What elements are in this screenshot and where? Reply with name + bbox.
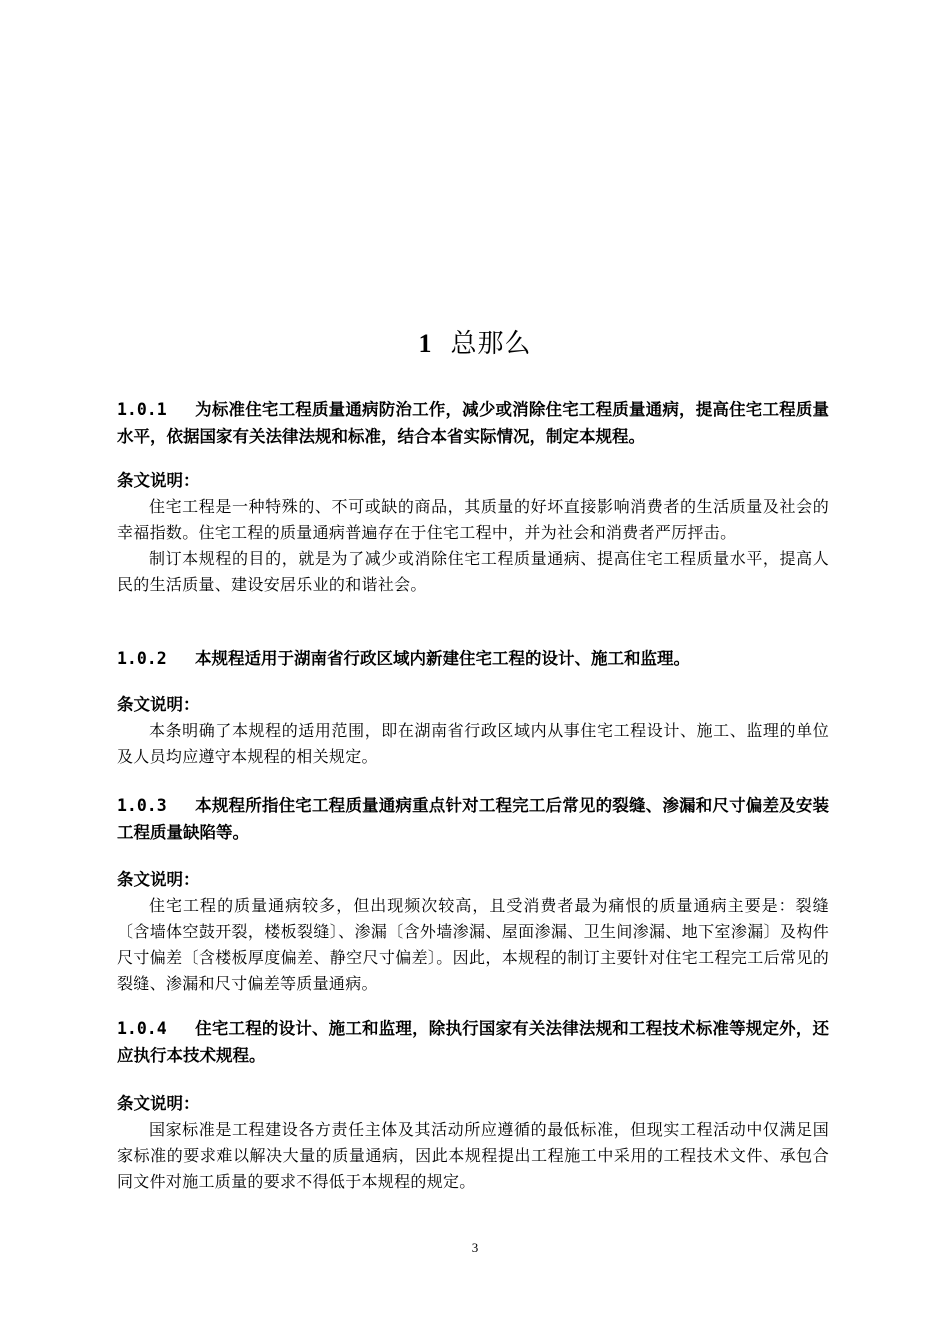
page-number: 3 [471, 1240, 479, 1255]
chapter-title [0, 327, 950, 361]
clause-body: 为标准住宅工程质量通病防治工作，减少或消除住宅工程质量通病，提高住宅工程质量水平，依据国家有关法律法规和标准，结合本省实际情况，制定本规程。 [117, 400, 829, 446]
note-paragraph: 本条明确了本规程的适用范围，即在湖南省行政区域内从事住宅工程设计、施工、监理的单位及人员均应遵守本规程的相关规定。 [117, 721, 829, 766]
clause-body: 本规程适用于湖南省行政区域内新建住宅工程的设计、施工和监理。 [195, 649, 690, 668]
clause-1-0-1 [117, 396, 829, 450]
clause-text [117, 792, 829, 846]
note-heading: 条文说明： [117, 1094, 200, 1113]
clause-note-1-0-2 [117, 692, 829, 770]
clause-number: 1.0.4 [117, 1019, 167, 1038]
clause-1-0-4 [117, 1015, 829, 1069]
clause-note-1-0-1 [117, 468, 829, 598]
note-paragraph: 住宅工程是一种特殊的、不可或缺的商品，其质量的好坏直接影响消费者的生活质量及社会的幸福指数。住宅工程的质量通病普遍存在于住宅工程中，并为社会和消费者严厉抨击。 [117, 497, 829, 542]
clause-number: 1.0.1 [117, 400, 167, 419]
note-paragraph: 国家标准是工程建设各方责任主体及其活动所应遵循的最低标准，但现实工程活动中仅满足国家标准的要求难以解决大量的质量通病，因此本规程提出工程施工中采用的工程技术文件、承包合同文件对施工质量的要求不得低于本规程的规定。 [117, 1120, 829, 1191]
clause-text [117, 1015, 829, 1069]
clause-1-0-2 [117, 645, 829, 672]
clause-body: 本规程所指住宅工程质量通病重点针对工程完工后常见的裂缝、渗漏和尺寸偏差及安装工程质量缺陷等。 [117, 796, 829, 842]
chapter-number: 1 [418, 329, 433, 358]
clause-text [117, 396, 829, 450]
clause-number: 1.0.2 [117, 649, 167, 668]
clause-note-1-0-4 [117, 1091, 829, 1195]
clause-note-1-0-3 [117, 867, 829, 997]
note-heading: 条文说明： [117, 471, 200, 490]
note-heading: 条文说明： [117, 695, 200, 714]
clause-1-0-3 [117, 792, 829, 846]
note-paragraph: 制订本规程的目的，就是为了减少或消除住宅工程质量通病、提高住宅工程质量水平，提高人民的生活质量、建设安居乐业的和谐社会。 [117, 549, 829, 594]
note-paragraph: 住宅工程的质量通病较多，但出现频次较高，且受消费者最为痛恨的质量通病主要是：裂缝〔含墙体空鼓开裂，楼板裂缝〕、渗漏〔含外墙渗漏、屋面渗漏、卫生间渗漏、地下室渗漏〕及构件尺寸偏差〔含楼板厚度偏差、静空尺寸偏差〕。因此，本规程的制订主要针对住宅工程完工后常见的裂缝、渗漏和尺寸偏差等质量通病。 [117, 896, 829, 993]
clause-number: 1.0.3 [117, 796, 167, 815]
clause-body: 住宅工程的设计、施工和监理，除执行国家有关法律法规和工程技术标准等规定外，还应执行本技术规程。 [117, 1019, 829, 1065]
chapter-name: 总那么 [450, 329, 532, 359]
clause-text [117, 645, 829, 672]
note-heading: 条文说明： [117, 870, 200, 889]
